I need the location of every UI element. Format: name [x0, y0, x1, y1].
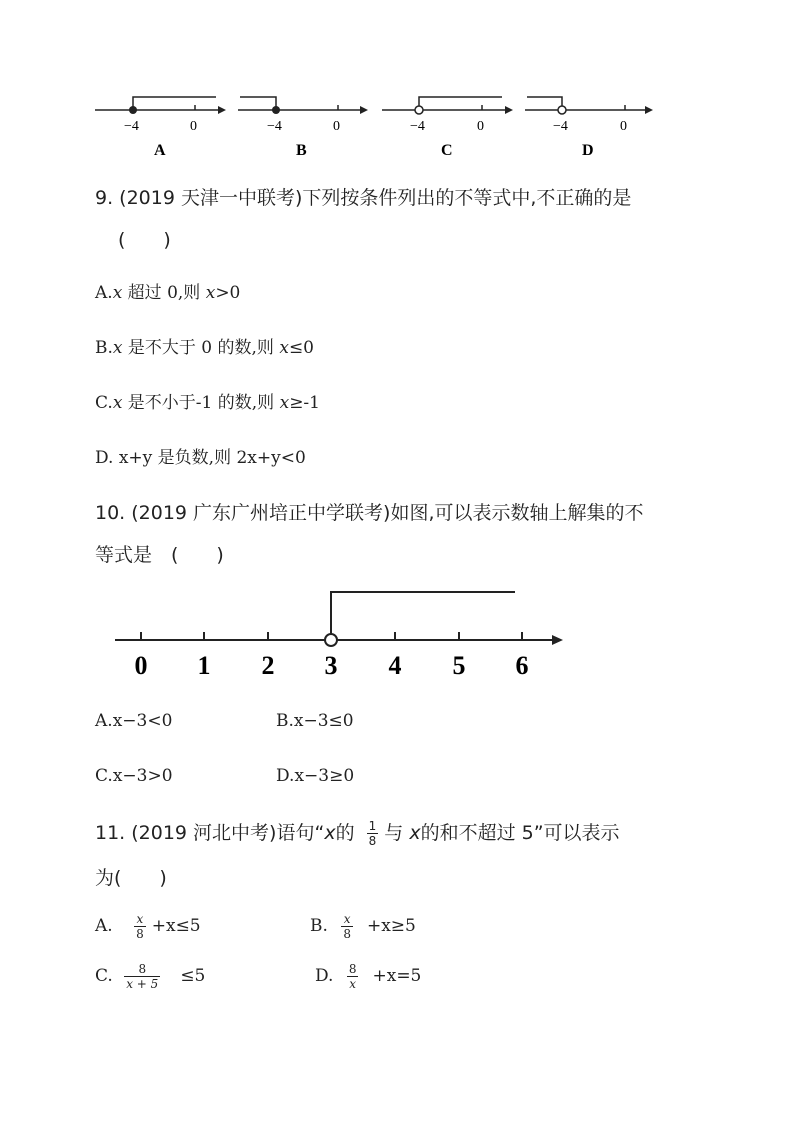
q9-a-mid: 超过 0,则	[122, 283, 206, 303]
q8-number-lines	[0, 85, 794, 165]
q9-a-label: A.	[95, 283, 113, 303]
q11-a-label: A.	[95, 916, 113, 936]
q11-d-den: x	[349, 977, 357, 991]
q11-post: 的和不超过 5”可以表示	[420, 822, 620, 844]
q9-d-text: x+y 是负数,则 2x+y<0	[118, 448, 306, 468]
q11-b-num: x	[341, 912, 353, 927]
q10-option-b[interactable]	[276, 711, 354, 731]
q8-b-label-z: 0	[333, 119, 340, 134]
q11-c-fraction	[124, 962, 160, 991]
q10-c-expr: x−3>0	[112, 766, 173, 786]
q9-c-post: ≥-1	[289, 393, 320, 413]
q9-stem: 9. (2019 天津一中联考)下列按条件列出的不等式中,不正确的是	[95, 187, 632, 209]
q10-stem-line2: 等式是 ( )	[95, 544, 224, 566]
q8-c-letter: C	[441, 142, 453, 159]
q11-c-den: x + 5	[126, 977, 159, 991]
q9-option-a[interactable]	[95, 278, 240, 303]
q11-b-fraction	[341, 912, 353, 941]
q11-stem-line2: 为( )	[95, 867, 167, 889]
q10-number-line	[0, 580, 794, 690]
q10-tick-0: 0	[134, 651, 148, 680]
q8-c-label-n: −4	[410, 119, 425, 134]
q9-d-label: D.	[95, 448, 114, 468]
q11-mid2: 与	[384, 822, 410, 844]
q11-option-b[interactable]	[310, 912, 416, 941]
q10-stem: 10. (2019 广东广州培正中学联考)如图,可以表示数轴上解集的不	[95, 502, 644, 524]
q9-b-var2: x	[279, 338, 289, 358]
q11-b-rest: +x≥5	[366, 916, 416, 936]
q11-c-rest: ≤5	[180, 966, 206, 986]
q10-b-expr: x−3≤0	[293, 711, 354, 731]
q11-d-fraction	[347, 962, 359, 991]
q9-option-c[interactable]	[95, 388, 320, 413]
q10-tick-2: 2	[261, 651, 275, 680]
q8-option-a[interactable]	[95, 97, 226, 159]
q10-tick-1: 1	[197, 651, 211, 680]
q11-x2: x	[409, 822, 421, 844]
q10-tick-3: 3	[324, 651, 338, 680]
q8-a-letter: A	[154, 142, 166, 159]
q11-x1: x	[324, 822, 336, 844]
q11-b-label: B.	[310, 916, 328, 936]
q10-option-a[interactable]	[95, 711, 172, 731]
q10-b-label: B.	[276, 711, 294, 731]
q10-option-c[interactable]	[95, 766, 173, 786]
q9-option-d[interactable]	[95, 443, 306, 468]
q10-tick-5: 5	[452, 651, 466, 680]
q11-option-c[interactable]	[95, 962, 205, 991]
q11-mid1: 的	[335, 822, 355, 844]
q9-a-post: >0	[215, 283, 241, 303]
q11-a-num: x	[134, 912, 146, 927]
q10-d-expr: x−3≥0	[294, 766, 355, 786]
q11-stem	[95, 818, 620, 848]
q9-c-label: C.	[95, 393, 113, 413]
q11-option-d[interactable]	[315, 962, 421, 991]
q11-d-num: 8	[348, 962, 357, 976]
q10-c-label: C.	[95, 766, 113, 786]
q11-fraction	[367, 819, 379, 848]
q8-c-label-z: 0	[477, 119, 484, 134]
q8-a-label-z: 0	[190, 119, 197, 134]
q11-b-den: 8	[343, 927, 351, 941]
q11-d-label: D.	[315, 966, 334, 986]
q11-d-rest: +x=5	[372, 966, 422, 986]
q10-option-d[interactable]	[276, 766, 354, 786]
q11-c-label: C.	[95, 966, 113, 986]
q9-a-var2: x	[205, 283, 216, 303]
q9-b-label: B.	[95, 338, 113, 358]
q9-b-mid: 是不大于 0 的数,则	[122, 338, 280, 358]
q8-option-c[interactable]	[382, 97, 513, 159]
q9-b-post: ≤0	[288, 338, 314, 358]
q10-a-expr: x−3<0	[112, 711, 173, 731]
q9-b-var: x	[112, 338, 123, 358]
q9-c-var: x	[112, 393, 123, 413]
q11-frac-num: 1	[368, 819, 377, 833]
q9-option-b[interactable]	[95, 333, 314, 358]
q11-a-rest: +x≤5	[151, 916, 201, 936]
q8-d-label-z: 0	[620, 119, 627, 134]
q9-c-mid: 是不小于-1 的数,则	[122, 393, 280, 413]
q9-c-var2: x	[279, 393, 290, 413]
q8-b-label-n: −4	[267, 119, 282, 134]
q11-a-fraction	[134, 912, 146, 941]
q10-tick-4: 4	[388, 651, 402, 680]
q10-a-label: A.	[95, 711, 113, 731]
q10-tick-6: 6	[515, 651, 529, 680]
q8-option-b[interactable]	[238, 97, 368, 159]
q8-a-label-n: −4	[124, 119, 139, 134]
q8-d-label-n: −4	[553, 119, 568, 134]
q9-a-var: x	[112, 283, 123, 303]
q11-frac-den: 8	[368, 834, 377, 848]
q9-answer-bracket: ( )	[118, 229, 171, 251]
q10-d-label: D.	[276, 766, 295, 786]
q10-open-circle	[325, 634, 337, 646]
q8-d-letter: D	[582, 142, 594, 159]
q11-c-num: 8	[124, 962, 160, 977]
q8-option-d[interactable]	[525, 97, 653, 159]
q11-option-a[interactable]	[95, 912, 201, 941]
q11-a-den: 8	[136, 927, 144, 941]
q11-pre: 11. (2019 河北中考)语句“	[95, 822, 325, 844]
q8-b-letter: B	[296, 142, 307, 159]
